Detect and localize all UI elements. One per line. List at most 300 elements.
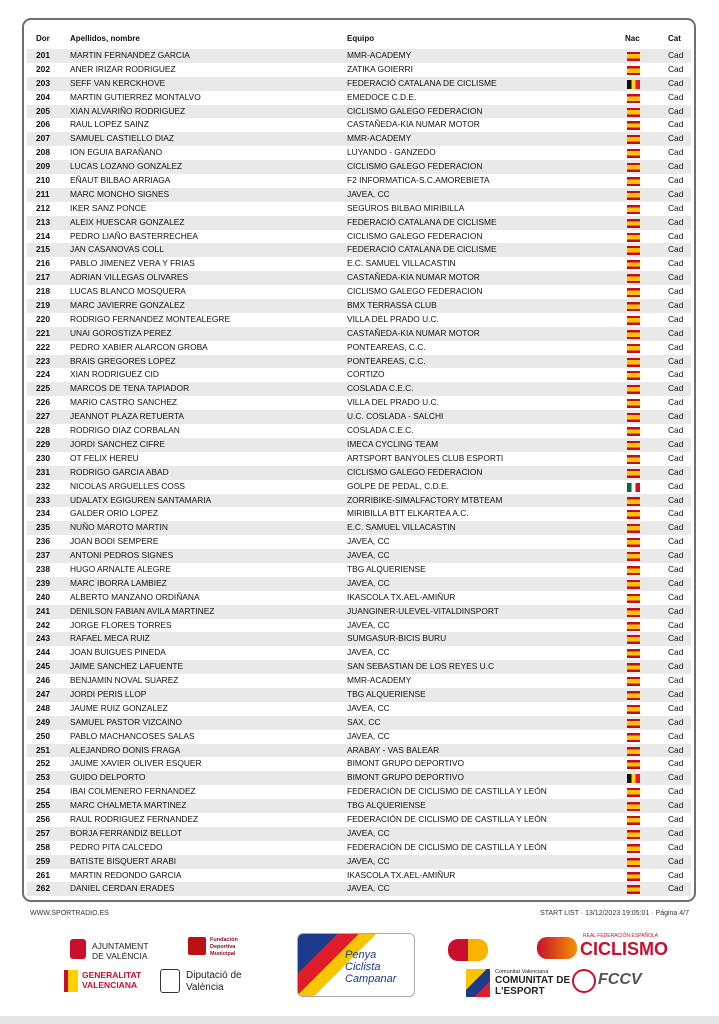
rider-category: Cad [668, 591, 684, 602]
rider-team: LUYANDO - GANZEDO [347, 147, 436, 158]
flag-esp-icon [627, 371, 640, 380]
table-row [27, 646, 691, 660]
rider-number: 226 [36, 397, 50, 408]
table-row [27, 202, 691, 216]
rider-category: Cad [668, 563, 684, 574]
flag-esp-icon [627, 677, 640, 686]
flag-esp-icon [627, 622, 640, 631]
rider-category: Cad [668, 452, 684, 463]
rider-team: CICLISMO GALEGO FEDERACION [347, 230, 483, 241]
rider-category: Cad [668, 341, 684, 352]
rider-category: Cad [668, 466, 684, 477]
rider-name: JORDI PERIS LLOP [70, 688, 147, 699]
rider-name: MARC MONCHO SIGNES [70, 188, 170, 199]
rider-number: 225 [36, 383, 50, 394]
flag-esp-icon [627, 330, 640, 339]
rider-number: 220 [36, 313, 50, 324]
rider-number: 234 [36, 508, 50, 519]
rider-category: Cad [668, 869, 684, 880]
rider-number: 214 [36, 230, 50, 241]
rider-category: Cad [668, 91, 684, 102]
rider-name: SAMUEL PASTOR VIZCAINO [70, 716, 182, 727]
rider-category: Cad [668, 300, 684, 311]
rider-number: 255 [36, 800, 50, 811]
rider-name: ALEJANDRO DONIS FRAGA [70, 744, 181, 755]
flag-esp-icon [627, 149, 640, 158]
rider-number: 228 [36, 425, 50, 436]
rider-number: 223 [36, 355, 50, 366]
flag-esp-icon [627, 872, 640, 881]
table-header [24, 34, 694, 48]
table-row [27, 702, 691, 716]
rider-number: 254 [36, 786, 50, 797]
header-cat: Cat [668, 34, 681, 43]
rider-team: TBG ALQUERIENSE [347, 688, 426, 699]
rider-category: Cad [668, 675, 684, 686]
rider-name: BATISTE BISQUERT ARABI [70, 855, 177, 866]
rider-number: 201 [36, 50, 50, 60]
rider-number: 246 [36, 675, 50, 686]
rider-name: BRAIS GREGORES LOPEZ [70, 355, 176, 366]
rider-number: 204 [36, 91, 50, 102]
rider-category: Cad [668, 883, 684, 894]
rider-team: JAVEA, CC [347, 647, 390, 658]
flag-esp-icon [627, 288, 640, 297]
rider-category: Cad [668, 772, 684, 783]
flag-esp-icon [627, 358, 640, 367]
rider-name: BORJA FERRANDIZ BELLOT [70, 827, 183, 838]
fccv-logo: FCCV [598, 971, 642, 988]
rider-category: Cad [668, 175, 684, 186]
header-dor: Dor [36, 34, 50, 43]
rider-team: ZORRIBIKE-SIMALFACTORY MTBTEAM [347, 494, 503, 505]
rider-team: F2 INFORMATICA-S.C.AMOREBIETA [347, 175, 490, 186]
rider-name: JORDI SANCHEZ CIFRE [70, 438, 165, 449]
fundacion-icon [188, 937, 206, 955]
table-row [27, 744, 691, 758]
table-row [27, 730, 691, 744]
rider-name: JEANNOT PLAZA RETUERTA [70, 411, 185, 422]
comunitat-logo: COMUNITAT DE L'ESPORT [495, 975, 571, 997]
rider-name: PEDRO XABIER ALARCON GROBA [70, 341, 208, 352]
rider-category: Cad [668, 313, 684, 324]
table-row [27, 271, 691, 285]
rider-name: ADRIAN VILLEGAS OLIVARES [70, 272, 189, 283]
rider-name: JAUME XAVIER OLIVER ESQUER [70, 758, 202, 769]
flag-esp-icon [627, 663, 640, 672]
rider-team: ARTSPORT BANYOLES CLUB ESPORTI [347, 452, 504, 463]
flag-esp-icon [627, 649, 640, 658]
diputacio-icon [160, 969, 180, 993]
rider-name: RAFAEL MECA RUIZ [70, 633, 150, 644]
rider-number: 245 [36, 661, 50, 672]
header-name: Apellidos, nombre [70, 34, 140, 43]
penya-logo: Penya Ciclista Campanar [345, 949, 397, 985]
fundacion-logo: Fundación Deportiva Municipal [210, 937, 238, 957]
rider-team: MMR-ACADEMY [347, 675, 412, 686]
table-row [27, 105, 691, 119]
table-row [27, 535, 691, 549]
bottom-bar [0, 1016, 719, 1024]
rider-name: UDALATX EGIGUREN SANTAMARIA [70, 494, 212, 505]
rider-number: 241 [36, 605, 50, 616]
rider-number: 208 [36, 147, 50, 158]
flag-esp-icon [627, 441, 640, 450]
flag-esp-icon [627, 719, 640, 728]
table-row [27, 716, 691, 730]
flag-esp-icon [627, 635, 640, 644]
rider-team: CASTAÑEDA-KIA NUMAR MOTOR [347, 119, 480, 130]
flag-esp-icon [627, 747, 640, 756]
rider-name: RAUL RODRIGUEZ FERNANDEZ [70, 813, 199, 824]
rider-team: MIRIBILLA BTT ELKARTEA A.C. [347, 508, 469, 519]
table-row [27, 438, 691, 452]
table-row [27, 799, 691, 813]
rider-team: BIMONT GRUPO DEPORTIVO [347, 772, 464, 783]
flag-esp-icon [627, 316, 640, 325]
flag-esp-icon [627, 580, 640, 589]
rider-category: Cad [668, 272, 684, 283]
rider-category: Cad [668, 188, 684, 199]
flag-esp-icon [627, 66, 640, 75]
rider-name: PABLO MACHANCOSES SALAS [70, 730, 195, 741]
rider-name: MARC JAVIERRE GONZALEZ [70, 300, 185, 311]
rider-name: NUÑO MAROTO MARTIN [70, 522, 168, 533]
rider-category: Cad [668, 813, 684, 824]
flag-esp-icon [627, 469, 640, 478]
rider-category: Cad [668, 202, 684, 213]
table-row [27, 813, 691, 827]
comunitat-sub: Comunitat Valenciana [495, 969, 549, 975]
rider-category: Cad [668, 286, 684, 297]
rider-team: JAVEA, CC [347, 883, 390, 894]
rider-name: LUCAS LOZANO GONZALEZ [70, 161, 183, 172]
fccv-icon [572, 969, 596, 993]
rider-name: MARTIN FERNANDEZ GARCIA [70, 50, 190, 60]
rider-name: PABLO JIMENEZ VERA Y FRIAS [70, 258, 195, 269]
table-row [27, 605, 691, 619]
rider-number: 249 [36, 716, 50, 727]
diputacio-logo: Diputació de València [186, 970, 242, 993]
table-row [27, 118, 691, 132]
flag-esp-icon [627, 108, 640, 117]
comunitat-icon [466, 969, 490, 997]
flag-esp-icon [627, 788, 640, 797]
rider-category: Cad [668, 744, 684, 755]
flag-esp-icon [627, 830, 640, 839]
rider-team: CICLISMO GALEGO FEDERACION [347, 105, 483, 116]
flag-esp-icon [627, 552, 640, 561]
rider-category: Cad [668, 355, 684, 366]
rider-name: RODRIGO DIAZ CORBALAN [70, 425, 180, 436]
rider-number: 247 [36, 688, 50, 699]
rider-category: Cad [668, 50, 684, 60]
table-row [27, 91, 691, 105]
table-row [27, 674, 691, 688]
rider-category: Cad [668, 147, 684, 158]
rider-category: Cad [668, 425, 684, 436]
rider-team: FEDERACIÓ CATALANA DE CICLISME [347, 77, 497, 88]
rider-team: SUMGASUR-BICIS BURU [347, 633, 447, 644]
rider-name: PEDRO LIAÑO BASTERRECHEA [70, 230, 198, 241]
rider-team: TBG ALQUERIENSE [347, 563, 426, 574]
rider-number: 242 [36, 619, 50, 630]
flag-esp-icon [627, 233, 640, 242]
table-row [27, 216, 691, 230]
rider-team: JAVEA, CC [347, 702, 390, 713]
rider-number: 213 [36, 216, 50, 227]
rider-name: IKER SANZ PONCE [70, 202, 147, 213]
rider-name: XIAN RODRIGUEZ CID [70, 369, 159, 380]
table-row [27, 619, 691, 633]
table-row [27, 688, 691, 702]
table-row [27, 480, 691, 494]
flag-esp-icon [627, 524, 640, 533]
rider-team: CORTIZO [347, 369, 385, 380]
rider-team: FEDERACIÓN DE CICLISMO DE CASTILLA Y LEÓN [347, 813, 547, 824]
rider-name: XIAN ALVARIÑO RODRIGUEZ [70, 105, 186, 116]
rider-number: 236 [36, 536, 50, 547]
rider-team: ARABAY - VAS BALEAR [347, 744, 440, 755]
rider-name: ALBERTO MANZANO ORDIÑANA [70, 591, 200, 602]
rider-category: Cad [668, 633, 684, 644]
rider-number: 215 [36, 244, 50, 255]
rider-name: MARC CHALMETA MARTINEZ [70, 800, 187, 811]
table-row [27, 63, 691, 77]
table-row [27, 771, 691, 785]
rider-name: SAMUEL CASTIELLO DIAZ [70, 133, 174, 144]
rider-team: E.C. SAMUEL VILLACASTIN [347, 522, 456, 533]
rider-category: Cad [668, 77, 684, 88]
rider-category: Cad [668, 244, 684, 255]
rider-number: 229 [36, 438, 50, 449]
rider-team: VILLA DEL PRADO U.C. [347, 397, 439, 408]
rider-name: RODRIGO GARCIA ABAD [70, 466, 169, 477]
table-row [27, 299, 691, 313]
rider-number: 207 [36, 133, 50, 144]
rider-team: FEDERACIÓ CATALANA DE CICLISME [347, 244, 497, 255]
rider-team: CICLISMO GALEGO FEDERACION [347, 286, 483, 297]
rider-category: Cad [668, 786, 684, 797]
rider-number: 227 [36, 411, 50, 422]
rider-category: Cad [668, 827, 684, 838]
flag-esp-icon [627, 760, 640, 769]
rider-name: MARC IBORRA LAMBIEZ [70, 577, 167, 588]
flag-esp-icon [627, 135, 640, 144]
rider-name: MARIO CASTRO SANCHEZ [70, 397, 178, 408]
rider-number: 233 [36, 494, 50, 505]
rider-category: Cad [668, 438, 684, 449]
table-body [27, 49, 691, 896]
rider-category: Cad [668, 605, 684, 616]
table-row [27, 230, 691, 244]
rider-name: PEDRO PITA CALCEDO [70, 841, 163, 852]
generalitat-logo: GENERALITAT VALENCIANA [82, 970, 142, 990]
flag-esp-icon [627, 413, 640, 422]
rider-name: LUCAS BLANCO MOSQUERA [70, 286, 186, 297]
rfec-logo: CICLISMO [580, 939, 668, 959]
rider-team: MMR-ACADEMY [347, 50, 412, 60]
table-row [27, 549, 691, 563]
rider-name: ANTONI PEDROS SIGNES [70, 550, 174, 561]
header-nac: Nac [625, 34, 640, 43]
rider-team: GOLPE DE PEDAL, C.D.E. [347, 480, 449, 491]
table-row [27, 577, 691, 591]
rider-name: JOAN BODI SEMPERE [70, 536, 159, 547]
table-row [27, 591, 691, 605]
rider-name: ALEIX HUESCAR GONZALEZ [70, 216, 185, 227]
rider-team: JAVEA, CC [347, 536, 390, 547]
table-row [27, 452, 691, 466]
rider-team: JAVEA, CC [347, 619, 390, 630]
table-row [27, 285, 691, 299]
rider-category: Cad [668, 327, 684, 338]
rider-category: Cad [668, 619, 684, 630]
rider-category: Cad [668, 536, 684, 547]
rider-team: JAVEA, CC [347, 550, 390, 561]
rider-name: GALDER ORIO LOPEZ [70, 508, 158, 519]
rider-number: 221 [36, 327, 50, 338]
rider-category: Cad [668, 508, 684, 519]
flag-bel-icon [627, 774, 640, 783]
footer-start-list: START LIST · 13/12/2023 19:05:01 · Página 4/7 [540, 910, 689, 917]
rider-name: ANER IRIZAR RODRIGUEZ [70, 63, 176, 74]
table-row [27, 257, 691, 271]
rider-category: Cad [668, 800, 684, 811]
rider-category: Cad [668, 550, 684, 561]
rider-team: JAVEA, CC [347, 730, 390, 741]
rider-number: 222 [36, 341, 50, 352]
rider-name: SEFF VAN KERCKHOVE [70, 77, 166, 88]
rider-team: CASTAÑEDA-KIA NUMAR MOTOR [347, 272, 480, 283]
rider-name: HUGO ARNALTE ALEGRE [70, 563, 171, 574]
rider-name: OT FELIX HEREU [70, 452, 139, 463]
flag-esp-icon [627, 705, 640, 714]
rider-category: Cad [668, 480, 684, 491]
rider-number: 216 [36, 258, 50, 269]
footer-site: WWW.SPORTRADIO.ES [30, 910, 109, 917]
rider-number: 258 [36, 841, 50, 852]
flag-esp-icon [627, 816, 640, 825]
table-row [27, 757, 691, 771]
rider-category: Cad [668, 383, 684, 394]
table-row [27, 632, 691, 646]
rider-category: Cad [668, 397, 684, 408]
table-row [27, 410, 691, 424]
table-row [27, 466, 691, 480]
rider-number: 248 [36, 702, 50, 713]
flag-esp-icon [627, 566, 640, 575]
rider-team: IMECA CYCLING TEAM [347, 438, 439, 449]
rider-team: JAVEA, CC [347, 188, 390, 199]
flag-esp-icon [627, 246, 640, 255]
table-row [27, 660, 691, 674]
rider-name: MARTIN GUTIERREZ MONTALVO [70, 91, 201, 102]
table-row [27, 882, 691, 896]
rider-team: BIMONT GRUPO DEPORTIVO [347, 758, 464, 769]
rider-team: FEDERACIÓN DE CICLISMO DE CASTILLA Y LEÓN [347, 841, 547, 852]
rider-number: 252 [36, 758, 50, 769]
table-row [27, 494, 691, 508]
rider-number: 217 [36, 272, 50, 283]
rider-name: NICOLAS ARGUELLES COSS [70, 480, 185, 491]
table-row [27, 424, 691, 438]
rider-category: Cad [668, 411, 684, 422]
rider-team: COSLADA C.E.C. [347, 383, 414, 394]
rider-category: Cad [668, 577, 684, 588]
rider-name: JORGE FLORES TORRES [70, 619, 172, 630]
rider-team: U.C. COSLADA - SALCHI [347, 411, 444, 422]
rider-number: 224 [36, 369, 50, 380]
table-row [27, 785, 691, 799]
flag-esp-icon [627, 274, 640, 283]
rider-number: 238 [36, 563, 50, 574]
rider-number: 250 [36, 730, 50, 741]
rider-category: Cad [668, 647, 684, 658]
rider-team: IKASCOLA TX.AEL-AMIÑUR [347, 591, 456, 602]
flag-esp-icon [627, 691, 640, 700]
table-row [27, 174, 691, 188]
rider-number: 256 [36, 813, 50, 824]
rider-name: BENJAMIN NOVAL SUAREZ [70, 675, 179, 686]
rider-number: 203 [36, 77, 50, 88]
rider-name: JOAN BUIGUES PINEDA [70, 647, 166, 658]
rider-name: DANIEL CERDAN ERADES [70, 883, 175, 894]
rider-name: JAIME SANCHEZ LAFUENTE [70, 661, 184, 672]
rider-category: Cad [668, 494, 684, 505]
rider-team: PONTEAREAS, C.C. [347, 355, 426, 366]
rider-category: Cad [668, 133, 684, 144]
rider-category: Cad [668, 216, 684, 227]
rider-category: Cad [668, 119, 684, 130]
ajuntament-crest-icon [70, 939, 86, 959]
rider-team: MMR-ACADEMY [347, 133, 412, 144]
rider-name: RODRIGO FERNANDEZ MONTEALEGRE [70, 313, 231, 324]
rfec-icon [537, 937, 577, 959]
flag-esp-icon [627, 52, 640, 61]
flag-esp-icon [627, 733, 640, 742]
rider-category: Cad [668, 841, 684, 852]
rider-name: ION EGUIA BARAÑANO [70, 147, 163, 158]
flag-esp-icon [627, 121, 640, 130]
rider-number: 210 [36, 175, 50, 186]
flag-bel-icon [627, 80, 640, 89]
flag-esp-icon [627, 94, 640, 103]
rider-number: 205 [36, 105, 50, 116]
table-row [27, 563, 691, 577]
rider-name: IBAI COLMENERO FERNANDEZ [70, 786, 196, 797]
flag-esp-icon [627, 219, 640, 228]
rider-team: SAX, CC [347, 716, 381, 727]
rider-number: 257 [36, 827, 50, 838]
rider-team: VILLA DEL PRADO U.C. [347, 313, 439, 324]
flag-mex-icon [627, 483, 640, 492]
rider-number: 253 [36, 772, 50, 783]
table-row [27, 327, 691, 341]
rider-team: TBG ALQUERIENSE [347, 800, 426, 811]
rider-category: Cad [668, 369, 684, 380]
table-row [27, 355, 691, 369]
rider-category: Cad [668, 855, 684, 866]
rider-number: 262 [36, 883, 50, 894]
table-row [27, 869, 691, 883]
rider-team: CICLISMO GALEGO FEDERACION [347, 466, 483, 477]
rider-name: UNAI GOROSTIZA PEREZ [70, 327, 172, 338]
rider-team: ZATIKA GOIERRI [347, 63, 413, 74]
rider-name: MARTIN REDONDO GARCIA [70, 869, 182, 880]
rider-team: SAN SEBASTIAN DE LOS REYES U.C [347, 661, 495, 672]
table-row [27, 146, 691, 160]
